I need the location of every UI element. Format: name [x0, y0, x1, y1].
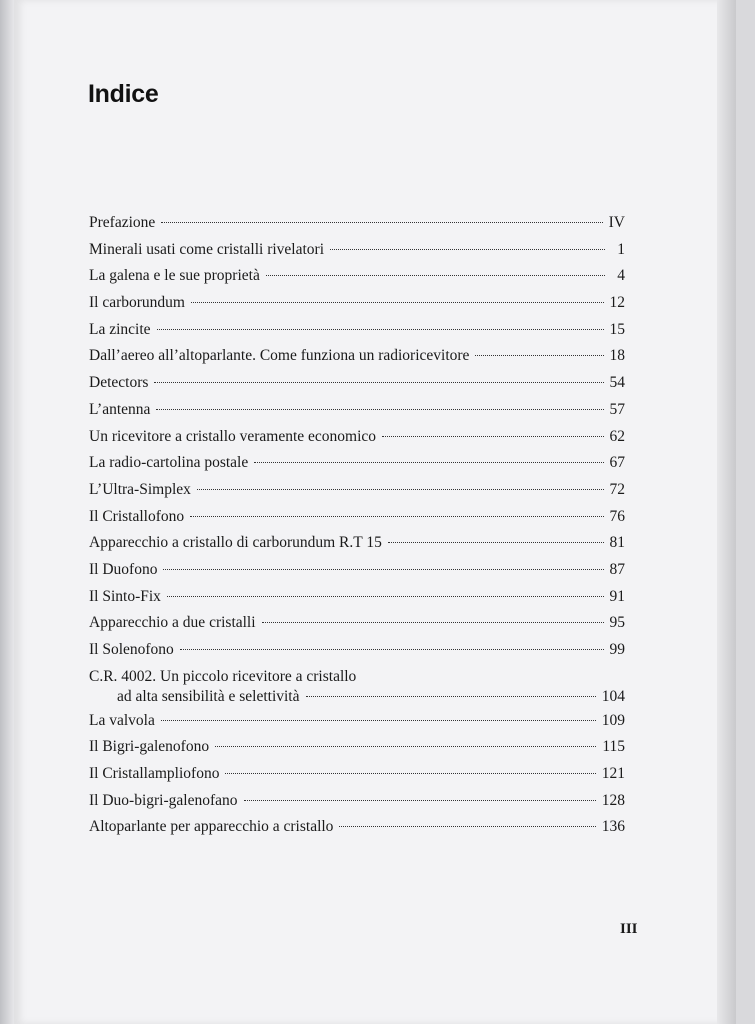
toc-entry: [89, 346, 625, 373]
dot-leader: [382, 436, 603, 437]
dot-leader: [225, 773, 595, 774]
dot-leader: [306, 696, 596, 697]
toc-entry: [89, 560, 625, 587]
toc-entry: [89, 640, 625, 667]
dot-leader: [339, 826, 595, 827]
toc-entry-title-continued: ad alta sensibilità e selettività: [117, 687, 300, 705]
toc-entry-page: 62: [609, 427, 625, 445]
toc-entry: [89, 373, 625, 400]
toc-entry-page: 95: [609, 614, 625, 632]
toc-entry: [89, 240, 625, 267]
toc-entry-title: Prefazione: [89, 214, 156, 231]
toc-entry-title: Il Bigri-galenofono: [89, 738, 210, 756]
toc-entry: [89, 737, 625, 764]
toc-entry-title: Il Duofono: [89, 560, 158, 578]
toc-entry-page: 76: [609, 507, 625, 525]
toc-entry-page: 136: [601, 818, 625, 836]
toc-entry-title: Il Solenofono: [89, 641, 174, 658]
toc-entry: [89, 791, 625, 818]
toc-entry: [89, 400, 625, 427]
dot-leader: [475, 355, 603, 356]
toc-entry-title: Dall’aereo all’altoparlante. Come funziona un radioricevitore: [89, 347, 470, 365]
dot-leader: [161, 222, 602, 223]
toc-entry-title: L’Ultra-Simplex: [89, 480, 191, 498]
toc-entry: [89, 453, 625, 480]
page-number: III: [620, 921, 638, 937]
toc-entry-page: 128: [601, 791, 625, 809]
toc-entry-title: Il Cristallofono: [89, 507, 185, 525]
toc-entry-page: 18: [609, 347, 625, 365]
dot-leader: [266, 275, 605, 276]
dot-leader: [157, 329, 604, 330]
dot-leader: [156, 409, 603, 410]
dot-leader: [163, 569, 603, 570]
toc-entry-page: 1: [617, 240, 625, 258]
toc-entry-title: La radio-cartolina postale: [89, 454, 249, 472]
toc-entry-title: Un ricevitore a cristallo veramente economico: [89, 427, 377, 445]
page-right-edge: [717, 0, 736, 1024]
toc-entry-title: La galena e le sue proprietà: [89, 267, 260, 285]
table-of-contents: [89, 213, 625, 844]
toc-entry-page: 104: [601, 687, 625, 705]
toc-entry-page: 57: [609, 400, 625, 418]
toc-entry-page: 115: [602, 738, 625, 756]
toc-entry-title: La valvola: [89, 711, 155, 729]
dot-leader: [215, 746, 596, 747]
toc-entry-page: 99: [609, 641, 625, 658]
toc-entry: [89, 533, 625, 560]
toc-entry: [89, 293, 625, 320]
toc-entry: [89, 817, 625, 844]
binding-edge: [0, 0, 14, 1024]
dot-leader: [180, 649, 604, 650]
toc-entry: [89, 613, 625, 640]
toc-entry-page: 4: [617, 267, 625, 285]
toc-entry-title: Il Cristallampliofono: [89, 765, 220, 783]
toc-entry-page: IV: [608, 214, 625, 231]
toc-entry: [89, 213, 625, 240]
toc-entry: [89, 667, 625, 711]
toc-entry-title: Il Duo-bigri-galenofano: [89, 791, 238, 809]
toc-entry: [89, 764, 625, 791]
toc-entry: [89, 711, 625, 738]
dot-leader: [388, 542, 604, 543]
toc-entry-page: 54: [609, 374, 625, 392]
toc-entry: [89, 427, 625, 454]
dot-leader: [262, 622, 604, 623]
toc-entry-page: 91: [609, 587, 625, 605]
toc-entry-title: Detectors: [89, 374, 149, 392]
toc-entry: [89, 480, 625, 507]
toc-entry: [89, 587, 625, 614]
toc-entry-line2: [89, 687, 625, 711]
toc-entry: [89, 320, 625, 347]
toc-entry-page: 109: [601, 711, 625, 729]
toc-entry-title: Apparecchio a due cristalli: [89, 614, 256, 632]
dot-leader: [330, 249, 605, 250]
toc-entry-title: Altoparlante per apparecchio a cristallo: [89, 818, 334, 836]
dot-leader: [191, 302, 604, 303]
toc-entry-page: 72: [609, 480, 625, 498]
toc-entry-page: 15: [609, 320, 625, 338]
toc-entry-title: L’antenna: [89, 400, 151, 418]
toc-entry: [89, 266, 625, 293]
toc-entry-title: C.R. 4002. Un piccolo ricevitore a cristallo: [89, 667, 357, 685]
dot-leader: [197, 489, 604, 490]
toc-entry-title: Il Sinto-Fix: [89, 587, 161, 605]
toc-entry-page: 12: [609, 294, 625, 312]
toc-entry-title: Minerali usati come cristalli rivelatori: [89, 240, 325, 258]
dot-leader: [161, 720, 596, 721]
toc-entry-page: 67: [609, 454, 625, 472]
dot-leader: [244, 800, 596, 801]
toc-entry-page: 87: [609, 560, 625, 578]
toc-entry-title: La zincite: [89, 320, 151, 338]
toc-entry-title: Apparecchio a cristallo di carborundum R.T 15: [89, 534, 382, 552]
toc-entry-page: 81: [609, 534, 625, 552]
toc-entry: [89, 507, 625, 534]
dot-leader: [154, 382, 603, 383]
toc-entry-page: 121: [601, 765, 625, 783]
toc-entry-title: Il carborundum: [89, 294, 185, 312]
dot-leader: [190, 516, 603, 517]
dot-leader: [167, 596, 604, 597]
dot-leader: [254, 462, 603, 463]
page-title: Indice: [88, 80, 159, 108]
